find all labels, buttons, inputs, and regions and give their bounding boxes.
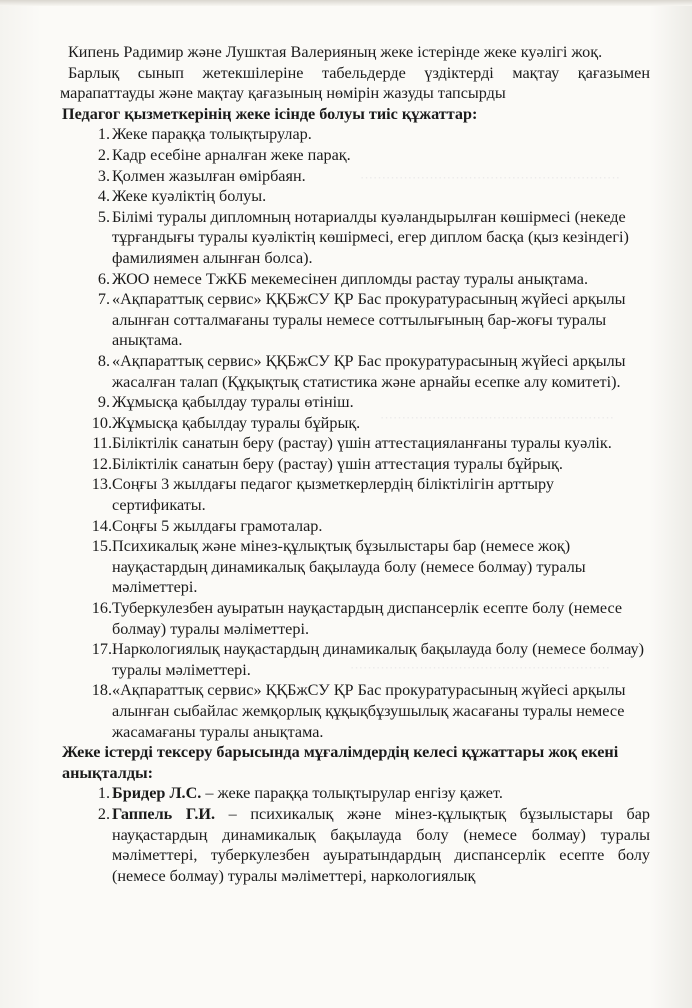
document-body bbox=[60, 42, 650, 886]
list-item: 2. Кадр есебіне арналған жеке парақ. bbox=[97, 145, 351, 164]
required-docs-heading: Педагог қызметкерінің жеке ісінде болуы тиіс құжаттар: bbox=[62, 104, 478, 123]
list-item: 15. Психикалық және мінез-құлықтық бұзылыстары бар (немесе жоқ) науқастардың динамикалық бақылауда болу (немесе болмау) туралы мәліметтері. bbox=[91, 537, 586, 597]
teacher-name: Бридер Л.С. bbox=[112, 784, 202, 803]
findings-heading: Жеке істерді тексеру барысында мұғалімдердің келесі құжаттары жоқ екені анықталды: bbox=[62, 743, 619, 782]
intro-paragraph-2: Барлық сынып жетекшілеріне табельдерде үздіктерді мақтау қағазымен марапаттауды және мақтау қағазының нөмірін жазуды тапсырды bbox=[60, 63, 650, 103]
findings-list bbox=[60, 783, 650, 886]
list-item: 7. «Ақпараттық сервис» ҚҚБжСУ ҚР Бас прокуратурасының жүйесі арқылы алынған сотталмағаны туралы немесе соттылығының бар-жоғы туралы анықтама. bbox=[97, 290, 626, 350]
list-item: 1. Жеке параққа толықтырулар. bbox=[97, 125, 312, 144]
list-item: 17. Наркологиялық науқастардың динамикалық бақылауда болу (немесе болмау) туралы мәліметтері. bbox=[91, 640, 644, 679]
list-item: 11. Біліктілік санатын беру (растау) үшін аттестацияланғаны туралы куәлік. bbox=[92, 434, 612, 453]
list-item: 8. «Ақпараттық сервис» ҚҚБжСУ ҚР Бас прокуратурасының жүйесі арқылы жасалған талап (Құқықтық статистика және арнайы есепке алу комитеті). bbox=[97, 351, 626, 391]
list-item: 13. Соңғы 3 жылдағы педагог қызметкерлердің біліктілігін арттыру сертификаты. bbox=[91, 475, 554, 515]
list-item: 12. Біліктілік санатын беру (растау) үшін аттестация туралы бұйрық. bbox=[91, 454, 563, 473]
list-item: 4. Жеке куәліктің болуы. bbox=[97, 187, 267, 206]
list-item: 10. Жұмысқа қабылдау туралы бұйрық. bbox=[91, 413, 361, 432]
list-item: 6. ЖОО немесе ТжКБ мекемесінен дипломды растау туралы анықтама. bbox=[97, 269, 589, 288]
list-item: 5. Білімі туралы дипломның нотариалды куәландырылған көшірмесі (некеде тұрғандығы туралы куәліктің көшірмесі, егер диплом басқа (қыз кезіндегі) фамилиямен алынған болса). bbox=[97, 207, 629, 267]
list-item: 3. Қолмен жазылған өмірбаян. bbox=[97, 166, 306, 185]
list-item: 9. Жұмысқа қабылдау туралы өтініш. bbox=[97, 393, 354, 412]
list-item: 14. Соңғы 5 жылдағы грамоталар. bbox=[91, 516, 323, 535]
show-through-text: ⋯⋯⋯⋯⋯⋯⋯⋯⋯⋯⋯⋯⋯⋯⋯⋯⋯⋯⋯⋯ bbox=[350, 660, 610, 675]
intro-paragraph-1: Кипень Радимир және Лушктая Валерияның жеке істерінде жеке куәлігі жоқ. bbox=[68, 43, 603, 61]
scan-top-edge bbox=[0, 0, 692, 6]
list-item: 2. Гаппель Г.И. – психикалық және мінез-құлықтық бұзылыстары бар науқастардың динамикалық бақылауда болу (немесе болмау) туралы мәліметтері, туберкулезбен ауыратындардың диспансерлік есепте болу (немесе болмау) туралы мәліметтері, наркологиялық bbox=[97, 804, 650, 885]
show-through-text: ⋯⋯⋯⋯⋯⋯⋯⋯⋯⋯⋯⋯⋯⋯⋯⋯⋯⋯ bbox=[380, 410, 614, 425]
teacher-name: Гаппель Г.И. bbox=[112, 804, 216, 823]
list-item: 18. «Ақпараттық сервис» ҚҚБжСУ ҚР Бас прокуратурасының жүйесі арқылы алынған сыбайлас жемқорлық құқықбұзушылық жасағаны туралы немесе жасамағаны туралы анықтама. bbox=[91, 681, 626, 741]
required-docs-list bbox=[60, 124, 650, 742]
list-item: 1. Бридер Л.С. – жеке параққа толықтырулар енгізу қажет. bbox=[97, 784, 503, 803]
list-item: 16. Туберкулезбен ауыратын науқастардың диспансерлік есепте болу (немесе болмау) туралы мәліметтері. bbox=[91, 599, 623, 638]
show-through-text: ⋯⋯⋯⋯⋯⋯⋯⋯⋯⋯⋯⋯⋯⋯⋯⋯⋯⋯⋯⋯ bbox=[360, 170, 620, 185]
